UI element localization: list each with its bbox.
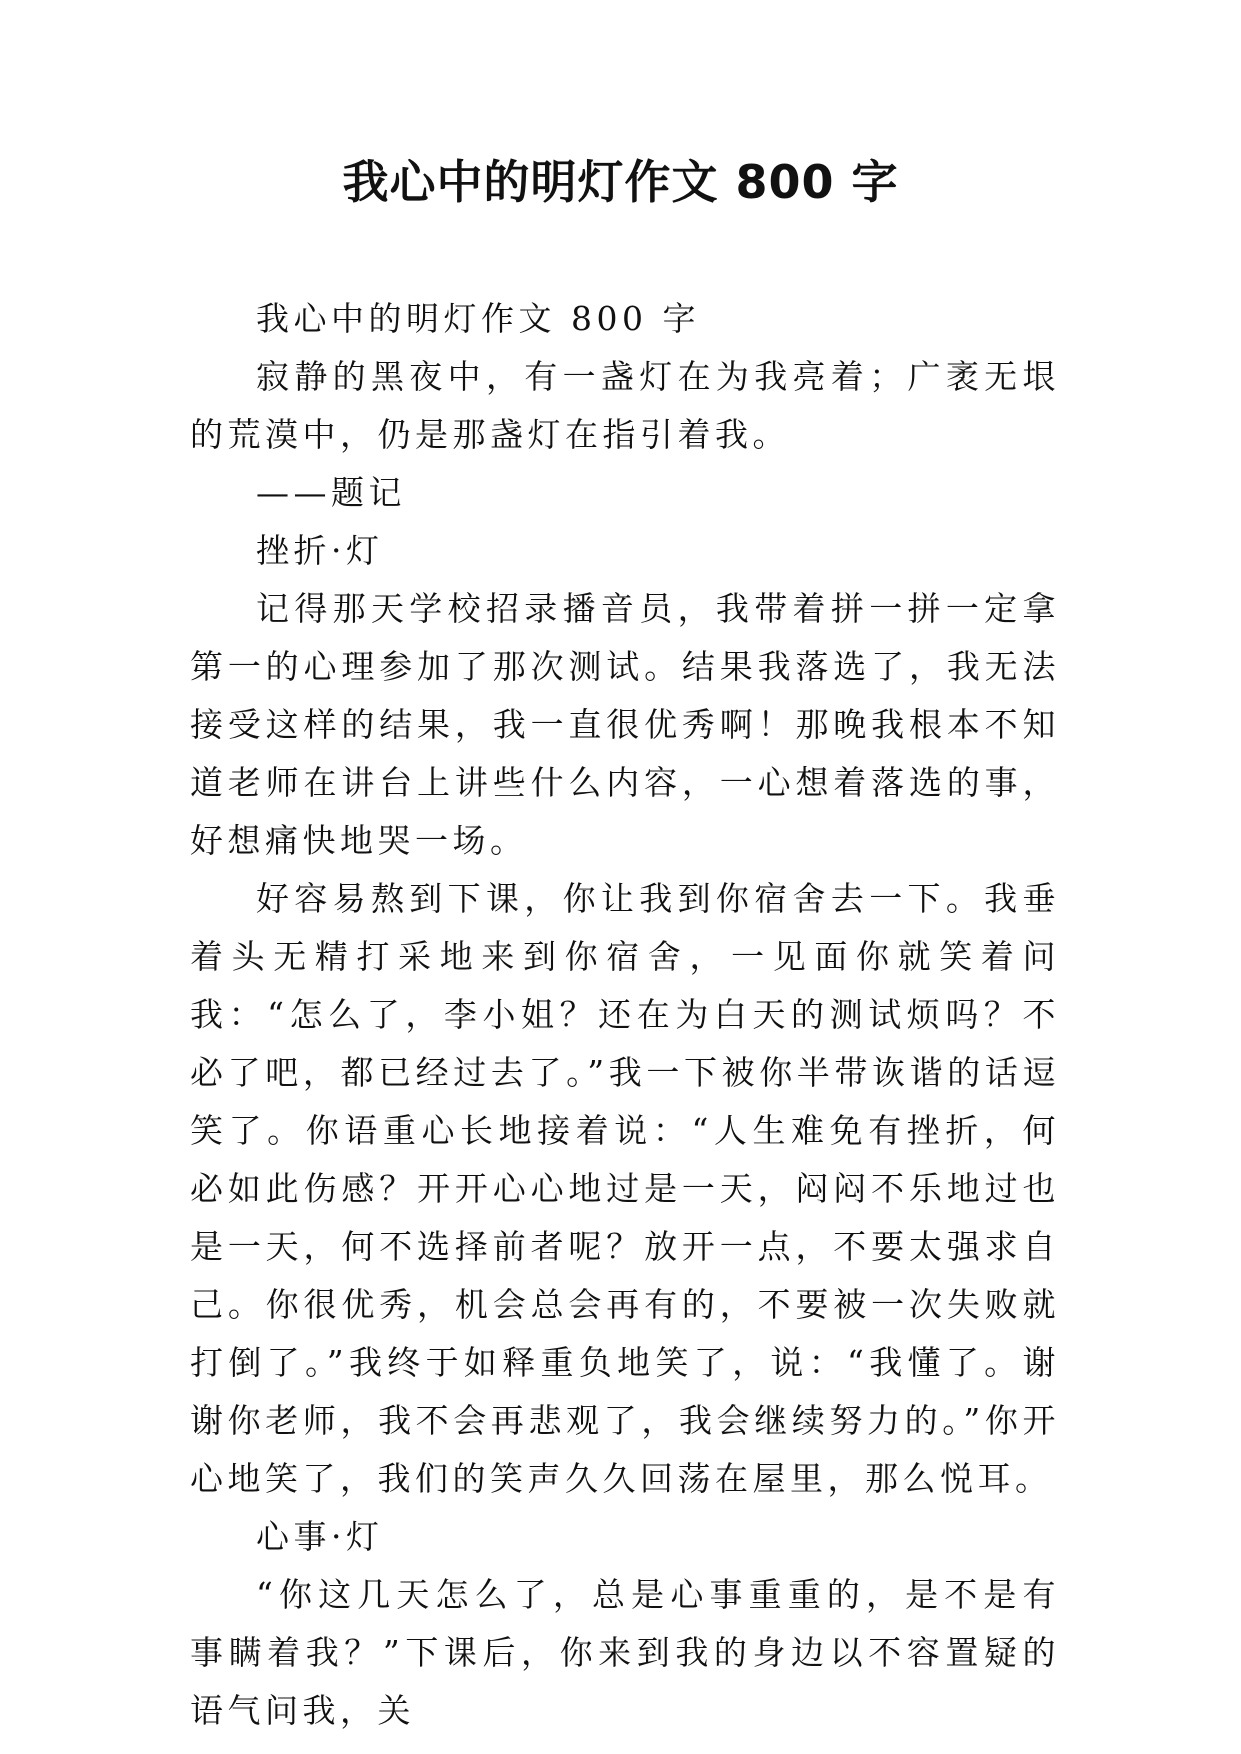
paragraph-epigraph: 寂静的黑夜中，有一盏灯在为我亮着；广袤无垠的荒漠中，仍是那盏灯在指引着我。	[190, 357, 1060, 454]
document-title: 我心中的明灯作文 800 字	[342, 155, 899, 209]
paragraph: “你这几天怎么了，总是心事重重的，是不是有事瞒着我？”下课后，你来到我的身边以不容置疑的语气问我，关	[190, 1575, 1060, 1730]
paragraph-subtitle: 我心中的明灯作文 800 字	[256, 299, 700, 338]
paragraph: 好容易熬到下课，你让我到你宿舍去一下。我垂着头无精打采地来到你宿舍，一见面你就笑着问我：“怎么了，李小姐？还在为白天的测试烦吗？不必了吧，都已经过去了。”我一下被你半带诙谐的话逗笑了。你语重心长地接着说：“人生难免有挫折，何必如此伤感？开开心心地过是一天，闷闷不乐地过也是一天，何不选择前者呢？放开一点，不要太强求自己。你很优秀，机会总会再有的，不要被一次失败就打倒了。”我终于如释重负地笑了，说：“我懂了。谢谢你老师，我不会再悲观了，我会继续努力的。”你开心地笑了，我们的笑声久久回荡在屋里，那么悦耳。	[190, 879, 1060, 1498]
paragraph: 记得那天学校招录播音员，我带着拼一拼一定拿第一的心理参加了那次测试。结果我落选了，我无法接受这样的结果，我一直很优秀啊！那晚我根本不知道老师在讲台上讲些什么内容，一心想着落选的事，好想痛快地哭一场。	[190, 589, 1060, 860]
document-body	[190, 290, 1060, 1740]
paragraph-epigraph-attribution: ——题记	[256, 473, 406, 512]
section-heading-setback-lamp: 挫折·灯	[256, 531, 384, 570]
section-heading-worry-lamp: 心事·灯	[256, 1517, 384, 1556]
